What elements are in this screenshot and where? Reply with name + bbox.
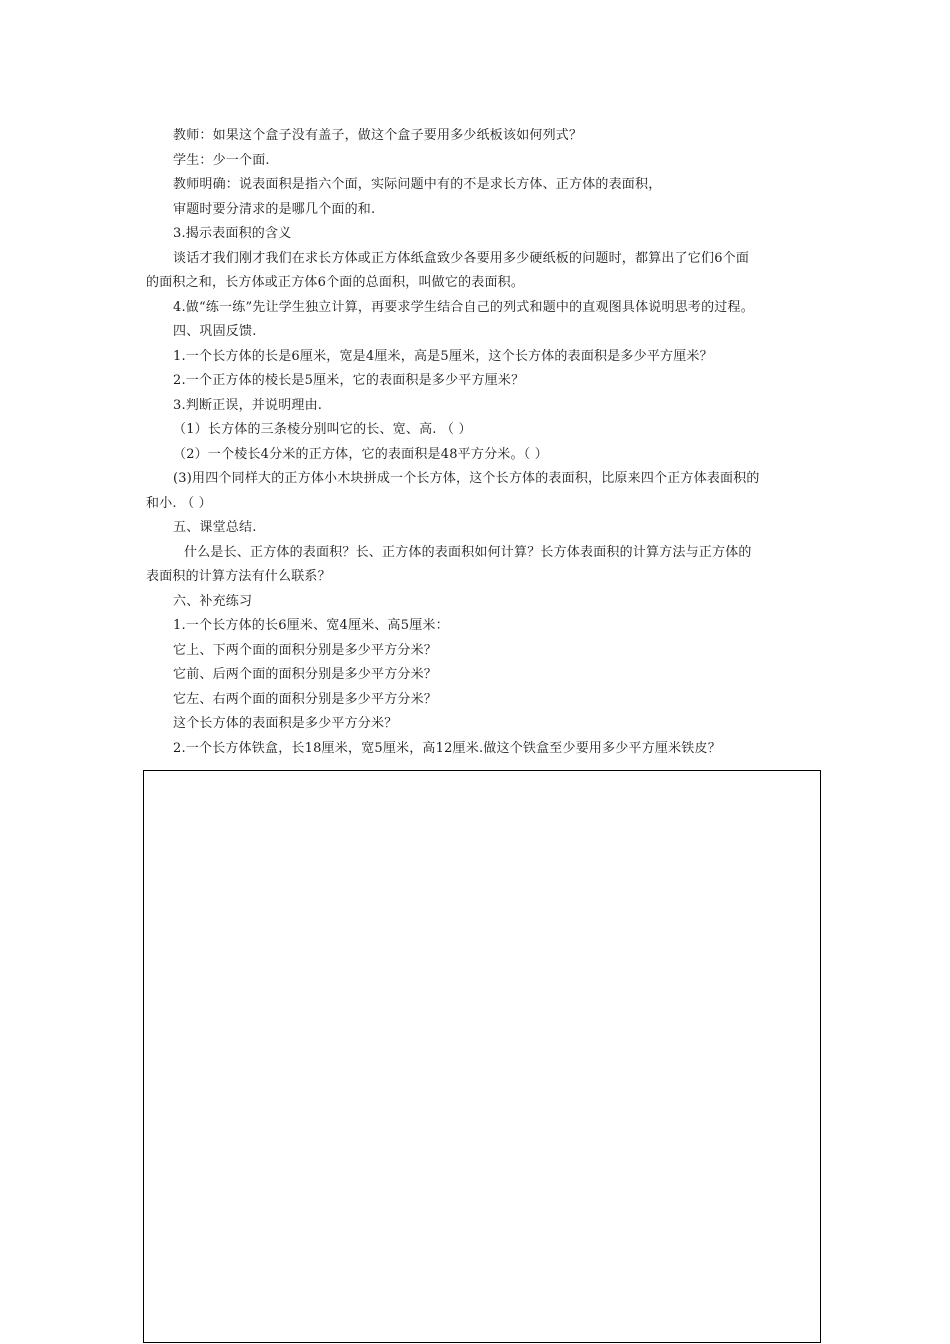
true-false-3: (3)用四个同样大的正方体小木块拼成一个长方体，这个长方体的表面积，比原来四个正方体表面积的 <box>173 471 760 486</box>
extra-exercise-2: 2.一个长方体铁盒，长18厘米，宽5厘米，高12厘米.做这个铁盒至少要用多少平方厘米铁皮？ <box>173 740 721 756</box>
summary-paragraph-cont: 表面积的计算方法有什么联系？ <box>146 569 331 584</box>
student-answer: 学生：少一个面. <box>173 152 270 168</box>
exercise-1: 1.一个长方体的长是6厘米，宽是4厘米，高是5厘米，这个长方体的表面积是多少平方厘米？ <box>173 348 713 364</box>
section-heading-consolidate: 四、巩固反馈. <box>173 324 257 339</box>
section-heading-3: 3.揭示表面积的含义 <box>173 226 292 241</box>
extra-exercise-1-left-right: 它左、右两个面的面积分别是多少平方分米？ <box>173 691 438 707</box>
true-false-2: （2）一个棱长4分米的正方体，它的表面积是48平方分米。（ ） <box>173 446 548 462</box>
teacher-question: 教师：如果这个盒子没有盖子，做这个盒子要用多少纸板该如何列式？ <box>173 128 583 143</box>
definition-paragraph-cont: 的面积之和，长方体或正方体6个面的总面积，叫做它的表面积。 <box>146 275 525 290</box>
true-false-1: （1）长方体的三条棱分别叫它的长、宽、高. （ ） <box>173 422 472 437</box>
teacher-clarify-cont: 审题时要分清求的是哪几个面的和. <box>173 201 376 217</box>
section-heading-extra: 六、补充练习 <box>173 593 253 609</box>
exercise-3: 3.判断正误，并说明理由. <box>173 397 323 413</box>
true-false-3-cont: 和小. （ ） <box>146 495 212 511</box>
extra-exercise-1-top-bottom: 它上、下两个面的面积分别是多少平方分米？ <box>173 642 438 658</box>
document-body <box>146 124 816 761</box>
extra-exercise-1: 1.一个长方体的长6厘米、宽4厘米、高5厘米： <box>173 618 449 633</box>
teacher-clarify: 教师明确：说表面积是指六个面，实际问题中有的不是求长方体、正方体的表面积， <box>173 177 662 192</box>
exercise-2: 2.一个正方体的棱长是5厘米，它的表面积是多少平方厘米？ <box>173 373 525 388</box>
practice-instruction: 4.做“练一练”先让学生独立计算，再要求学生结合自己的列式和题中的直观图具体说明思考的过程。 <box>173 299 754 315</box>
section-heading-summary: 五、课堂总结. <box>173 520 257 535</box>
extra-exercise-1-front-back: 它前、后两个面的面积分别是多少平方分米？ <box>173 667 438 682</box>
extra-exercise-1-total: 这个长方体的表面积是多少平方分米？ <box>173 716 398 731</box>
summary-paragraph: 什么是长、正方体的表面积？长、正方体的表面积如何计算？长方体表面积的计算方法与正方体的 <box>184 544 752 560</box>
answer-box <box>143 770 821 1343</box>
definition-paragraph: 谈话才我们刚才我们在求长方体或正方体纸盒致少各要用多少硬纸板的问题时，都算出了它们6个面 <box>173 250 750 266</box>
